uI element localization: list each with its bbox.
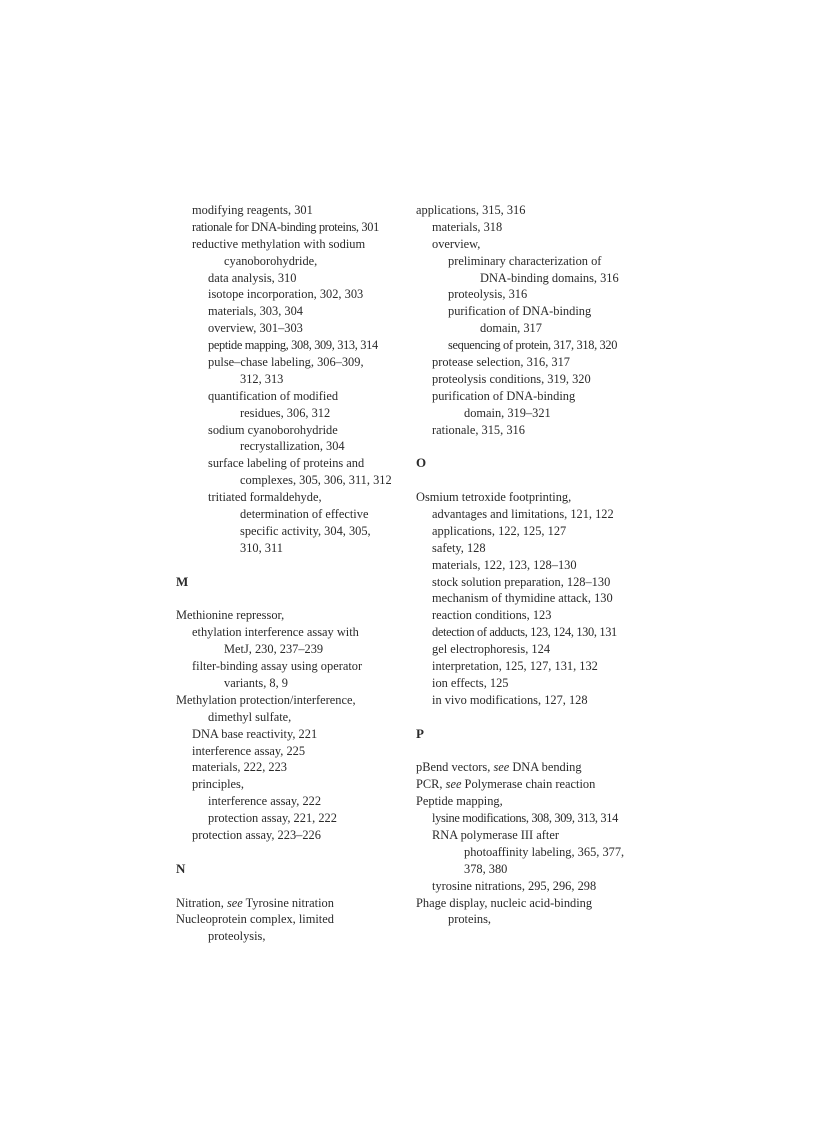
index-entry: interference assay, 225: [192, 743, 306, 758]
section-letter-n: N: [176, 860, 186, 876]
index-entry: protection assay, 223–226: [192, 827, 321, 842]
index-entry: [416, 776, 652, 793]
index-entry: safety, 128: [432, 540, 486, 555]
index-entry: cyanoborohydride,: [224, 253, 318, 268]
entry-text: PCR,: [416, 777, 446, 792]
index-entry: proteolysis, 316: [448, 287, 528, 302]
index-entry: detection of adducts, 123, 124, 130, 131: [432, 625, 617, 640]
index-entry: ion effects, 125: [432, 675, 509, 690]
index-entry: peptide mapping, 308, 309, 313, 314: [208, 338, 378, 353]
index-entry: domain, 319–321: [464, 405, 551, 420]
see-reference: see: [493, 760, 510, 775]
index-entry: materials, 222, 223: [192, 760, 287, 775]
index-entry: MetJ, 230, 237–239: [224, 642, 324, 657]
index-entry: 312, 313: [240, 371, 284, 386]
index-entry: protection assay, 221, 222: [208, 811, 337, 826]
index-entry: photoaffinity labeling, 365, 377,: [464, 844, 625, 859]
index-entry: RNA polymerase III after: [432, 827, 559, 842]
index-entry: mechanism of thymidine attack, 130: [432, 591, 613, 606]
see-reference: see: [445, 777, 462, 792]
index-entry: residues, 306, 312: [240, 405, 331, 420]
index-entry: domain, 317: [480, 321, 542, 336]
index-entry: ethylation interference assay with: [192, 625, 359, 640]
index-entry: modifying reagents, 301: [192, 203, 313, 217]
index-entry: quantification of modified: [208, 388, 339, 403]
index-entry: applications, 315, 316: [416, 203, 526, 217]
index-entry: interpretation, 125, 127, 131, 132: [432, 659, 598, 674]
entry-text: Polymerase chain reaction: [461, 777, 596, 792]
index-entry: filter-binding assay using operator: [192, 659, 363, 674]
index-entry: dimethyl sulfate,: [208, 709, 292, 724]
entry-text: pBend vectors,: [416, 760, 494, 775]
index-entry: data analysis, 310: [208, 270, 297, 285]
index-entry: in vivo modifications, 127, 128: [432, 692, 588, 707]
index-entry: applications, 122, 125, 127: [432, 523, 567, 538]
index-entry: pulse–chase labeling, 306–309,: [208, 355, 364, 370]
index-entry: reductive methylation with sodium: [192, 236, 366, 251]
index-entry: Osmium tetroxide footprinting,: [416, 490, 572, 505]
index-entry: interference assay, 222: [208, 794, 322, 809]
section-letter-m: M: [176, 573, 189, 589]
index-entry: isotope incorporation, 302, 303: [208, 287, 364, 302]
index-entry: lysine modifications, 308, 309, 313, 314: [432, 811, 618, 826]
index-entry: purification of DNA-binding: [432, 388, 576, 403]
index-entry: principles,: [192, 777, 244, 792]
index-entry: specific activity, 304, 305,: [240, 523, 371, 538]
index-entry: variants, 8, 9: [224, 675, 289, 690]
entry-text: Tyrosine nitration: [242, 895, 334, 910]
index-entry: Nucleoprotein complex, limited: [176, 912, 334, 927]
index-entry: sodium cyanoborohydride: [208, 422, 338, 437]
index-entry: 378, 380: [464, 861, 508, 876]
index-entry: sequencing of protein, 317, 318, 320: [448, 338, 618, 353]
index-entry: protease selection, 316, 317: [432, 355, 570, 370]
index-entry: tyrosine nitrations, 295, 296, 298: [432, 878, 597, 893]
index-entry: overview,: [432, 236, 481, 251]
index-entry: proteolysis conditions, 319, 320: [432, 371, 591, 386]
index-column-left: [176, 202, 416, 945]
index-entry: Methylation protection/interference,: [176, 692, 356, 707]
index-entry: rationale for DNA-binding proteins, 301: [192, 219, 379, 234]
index-entry: recrystallization, 304: [240, 439, 345, 454]
index-entry: surface labeling of proteins and: [208, 456, 365, 471]
index-entry: purification of DNA-binding: [448, 304, 592, 319]
index-entry: preliminary characterization of: [448, 253, 602, 268]
index-column-right: [416, 202, 652, 928]
index-entry: materials, 303, 304: [208, 304, 303, 319]
index-entry: advantages and limitations, 121, 122: [432, 507, 614, 522]
section-letter-o: O: [416, 455, 427, 471]
index-entry: Peptide mapping,: [416, 794, 503, 809]
index-entry: tritiated formaldehyde,: [208, 490, 322, 505]
index-entry: proteins,: [448, 912, 492, 927]
index-entry: Methionine repressor,: [176, 608, 285, 623]
index-entry: rationale, 315, 316: [432, 422, 525, 437]
index-entry: DNA-binding domains, 316: [480, 270, 619, 285]
see-reference: see: [226, 895, 243, 910]
index-entry: overview, 301–303: [208, 321, 303, 336]
index-entry: [416, 759, 652, 776]
index-entry: complexes, 305, 306, 311, 312: [240, 473, 392, 488]
index-entry: determination of effective: [240, 507, 369, 522]
index-entry: [176, 895, 416, 912]
index-entry: reaction conditions, 123: [432, 608, 552, 623]
index-entry: stock solution preparation, 128–130: [432, 574, 611, 589]
entry-text: Nitration,: [176, 895, 227, 910]
entry-text: DNA bending: [509, 760, 582, 775]
index-entry: DNA base reactivity, 221: [192, 726, 318, 741]
index-entry: materials, 122, 123, 128–130: [432, 557, 577, 572]
index-entry: Phage display, nucleic acid-binding: [416, 895, 593, 910]
index-entry: proteolysis,: [208, 929, 266, 944]
index-entry: 310, 311: [240, 540, 283, 555]
section-letter-p: P: [416, 725, 424, 741]
index-entry: materials, 318: [432, 219, 503, 234]
index-entry: gel electrophoresis, 124: [432, 642, 551, 657]
